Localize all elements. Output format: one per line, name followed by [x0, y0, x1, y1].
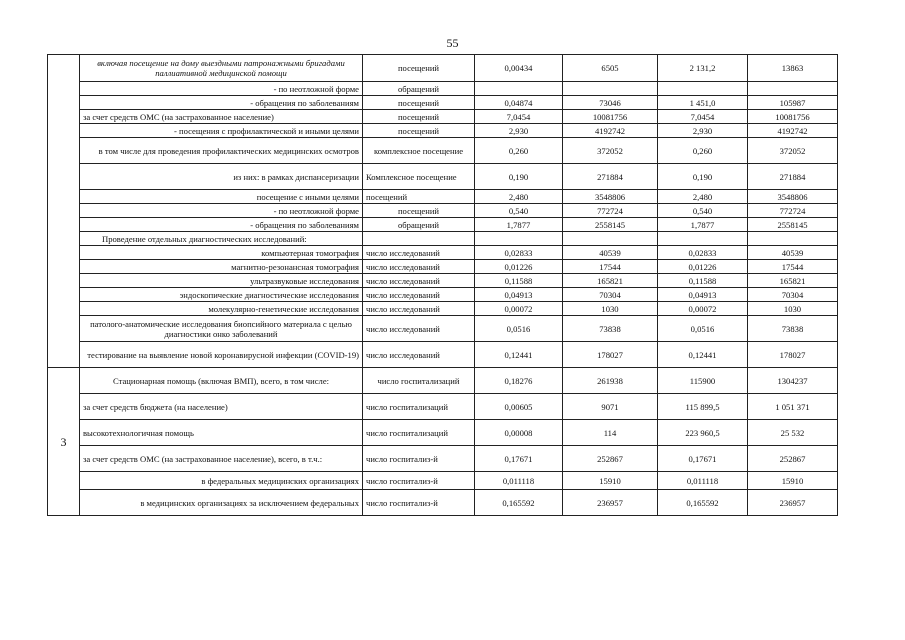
row-unit: число исследований [363, 260, 475, 274]
row-value-1: 0,18276 [475, 368, 563, 394]
row-value-4: 17544 [748, 260, 838, 274]
row-name: магнитно-резонансная томография [80, 260, 363, 274]
table-row [48, 204, 838, 218]
table-row [48, 55, 838, 82]
row-value-4 [748, 82, 838, 96]
row-value-2: 261938 [563, 368, 658, 394]
row-value-1: 0,04874 [475, 96, 563, 110]
row-name: - обращения по заболеваниям [80, 218, 363, 232]
row-value-2: 4192742 [563, 124, 658, 138]
row-value-4: 3548806 [748, 190, 838, 204]
row-name: включая посещение на дому выездными патронажными бригадами паллиативной медицинской помощи [80, 55, 363, 82]
row-value-4: 1030 [748, 302, 838, 316]
table-row [48, 190, 838, 204]
row-name: в федеральных медицинских организациях [80, 472, 363, 490]
page-number: 55 [446, 36, 459, 50]
row-value-3: 7,0454 [658, 110, 748, 124]
row-value-3 [658, 82, 748, 96]
row-value-1: 0,011118 [475, 472, 563, 490]
row-value-1: 0,0516 [475, 316, 563, 342]
row-unit: число госпитализ-й [363, 446, 475, 472]
row-name: за счет средств бюджета (на население) [80, 394, 363, 420]
row-unit: обращений [363, 218, 475, 232]
row-value-1: 0,17671 [475, 446, 563, 472]
row-unit: число исследований [363, 316, 475, 342]
table-row [48, 274, 838, 288]
row-value-3: 0,011118 [658, 472, 748, 490]
row-unit: комплексное посещение [363, 138, 475, 164]
row-unit: Комплексное посещение [363, 164, 475, 190]
row-value-1: 0,00072 [475, 302, 563, 316]
row-value-3: 2,480 [658, 190, 748, 204]
row-value-4: 236957 [748, 490, 838, 516]
row-value-2 [563, 82, 658, 96]
row-value-2: 3548806 [563, 190, 658, 204]
row-value-2: 1030 [563, 302, 658, 316]
row-value-3: 1,7877 [658, 218, 748, 232]
table-row [48, 218, 838, 232]
row-value-3: 0,0516 [658, 316, 748, 342]
row-name: в медицинских организациях за исключением федеральных [80, 490, 363, 516]
row-value-3: 0,540 [658, 204, 748, 218]
table-row [48, 342, 838, 368]
row-value-3: 0,11588 [658, 274, 748, 288]
row-name: в том числе для проведения профилактических медицинских осмотров [80, 138, 363, 164]
row-value-3: 0,190 [658, 164, 748, 190]
row-value-1: 0,04913 [475, 288, 563, 302]
row-value-4: 105987 [748, 96, 838, 110]
row-value-1: 7,0454 [475, 110, 563, 124]
row-value-2: 236957 [563, 490, 658, 516]
table-row [48, 82, 838, 96]
row-value-3: 115900 [658, 368, 748, 394]
row-unit: обращений [363, 82, 475, 96]
row-value-4: 40539 [748, 246, 838, 260]
row-value-4: 165821 [748, 274, 838, 288]
row-value-3: 115 899,5 [658, 394, 748, 420]
row-unit: посещений [363, 204, 475, 218]
row-value-1: 1,7877 [475, 218, 563, 232]
row-unit: число госпитализ-й [363, 472, 475, 490]
row-value-4: 372052 [748, 138, 838, 164]
row-value-3: 0,17671 [658, 446, 748, 472]
row-value-4: 178027 [748, 342, 838, 368]
table-row [48, 472, 838, 490]
row-value-2: 9071 [563, 394, 658, 420]
row-unit: число исследований [363, 302, 475, 316]
table-row [48, 288, 838, 302]
row-name: из них: в рамках диспансеризации [80, 164, 363, 190]
row-value-4: 73838 [748, 316, 838, 342]
row-value-3: 1 451,0 [658, 96, 748, 110]
row-value-3: 0,165592 [658, 490, 748, 516]
row-value-2: 178027 [563, 342, 658, 368]
row-name: за счет средств ОМС (на застрахованное население), всего, в т.ч.: [80, 446, 363, 472]
row-value-2: 6505 [563, 55, 658, 82]
table-row [48, 420, 838, 446]
row-value-2: 73838 [563, 316, 658, 342]
table-row [48, 110, 838, 124]
row-value-2: 252867 [563, 446, 658, 472]
row-unit: число госпитализаций [363, 420, 475, 446]
table-row [48, 164, 838, 190]
row-unit: посещений [363, 190, 475, 204]
row-value-2: 70304 [563, 288, 658, 302]
row-unit: посещений [363, 110, 475, 124]
row-value-1: 0,190 [475, 164, 563, 190]
row-value-2: 165821 [563, 274, 658, 288]
row-name: Стационарная помощь (включая ВМП), всего, в том числе: [80, 368, 363, 394]
row-name: за счет средств ОМС (на застрахованное население) [80, 110, 363, 124]
table-row [48, 316, 838, 342]
row-value-3: 0,12441 [658, 342, 748, 368]
row-name: тестирование на выявление новой коронавирусной инфекции (COVID-19) [80, 342, 363, 368]
table-row [48, 490, 838, 516]
row-value-2: 73046 [563, 96, 658, 110]
row-unit: число исследований [363, 342, 475, 368]
row-unit: число госпитализ-й [363, 490, 475, 516]
row-unit: число госпитализаций [363, 394, 475, 420]
row-name: - посещения с профилактической и иными целями [80, 124, 363, 138]
row-value-3: 223 960,5 [658, 420, 748, 446]
row-value-1: 0,260 [475, 138, 563, 164]
row-name: патолого-анатомические исследования биопсийного материала с целью диагностики онко заболеваний [80, 316, 363, 342]
row-value-4: 2558145 [748, 218, 838, 232]
row-unit [363, 232, 475, 246]
section-number: 3 [48, 368, 80, 516]
row-value-2: 372052 [563, 138, 658, 164]
row-value-2: 17544 [563, 260, 658, 274]
row-value-4: 4192742 [748, 124, 838, 138]
row-value-1: 0,00434 [475, 55, 563, 82]
table-row [48, 260, 838, 274]
row-value-1 [475, 232, 563, 246]
row-value-2 [563, 232, 658, 246]
row-value-4: 25 532 [748, 420, 838, 446]
row-value-2: 271884 [563, 164, 658, 190]
row-value-4: 271884 [748, 164, 838, 190]
row-name: - обращения по заболеваниям [80, 96, 363, 110]
table-row [48, 232, 838, 246]
table-row [48, 302, 838, 316]
row-name: молекулярно-генетические исследования [80, 302, 363, 316]
row-value-1: 0,540 [475, 204, 563, 218]
table-row [48, 124, 838, 138]
row-value-4: 1 051 371 [748, 394, 838, 420]
row-value-4: 10081756 [748, 110, 838, 124]
row-unit: посещений [363, 124, 475, 138]
row-value-1: 0,11588 [475, 274, 563, 288]
row-value-1: 2,480 [475, 190, 563, 204]
row-name: эндоскопические диагностические исследования [80, 288, 363, 302]
row-name: высокотехнологичная помощь [80, 420, 363, 446]
row-value-3 [658, 232, 748, 246]
row-value-3: 0,00072 [658, 302, 748, 316]
row-value-1: 0,165592 [475, 490, 563, 516]
row-unit: число исследований [363, 246, 475, 260]
row-value-1 [475, 82, 563, 96]
row-value-2: 10081756 [563, 110, 658, 124]
table-row [48, 368, 838, 394]
row-value-1: 0,02833 [475, 246, 563, 260]
row-value-4: 13863 [748, 55, 838, 82]
row-value-3: 2,930 [658, 124, 748, 138]
row-value-4: 252867 [748, 446, 838, 472]
row-name: - по неотложной форме [80, 204, 363, 218]
row-name: Проведение отдельных диагностических исследований: [80, 232, 363, 246]
section-cell-empty [48, 55, 80, 368]
row-value-1: 0,00008 [475, 420, 563, 446]
table-row [48, 246, 838, 260]
row-value-2: 40539 [563, 246, 658, 260]
row-value-4: 15910 [748, 472, 838, 490]
row-unit: посещений [363, 55, 475, 82]
row-name: посещение с иными целями [80, 190, 363, 204]
row-name: ультразвуковые исследования [80, 274, 363, 288]
row-value-3: 2 131,2 [658, 55, 748, 82]
row-value-2: 2558145 [563, 218, 658, 232]
row-value-4: 70304 [748, 288, 838, 302]
services-volume-table [47, 54, 838, 516]
row-value-1: 0,12441 [475, 342, 563, 368]
row-value-2: 15910 [563, 472, 658, 490]
row-value-2: 114 [563, 420, 658, 446]
row-value-1: 2,930 [475, 124, 563, 138]
row-unit: число исследований [363, 274, 475, 288]
row-value-3: 0,01226 [658, 260, 748, 274]
row-value-2: 772724 [563, 204, 658, 218]
row-unit: число госпитализаций [363, 368, 475, 394]
row-value-3: 0,04913 [658, 288, 748, 302]
row-name: - по неотложной форме [80, 82, 363, 96]
row-name: компьютерная томография [80, 246, 363, 260]
row-value-1: 0,01226 [475, 260, 563, 274]
row-unit: число исследований [363, 288, 475, 302]
table-row [48, 138, 838, 164]
row-value-4 [748, 232, 838, 246]
table-row [48, 446, 838, 472]
row-value-3: 0,02833 [658, 246, 748, 260]
row-value-1: 0,00605 [475, 394, 563, 420]
row-value-4: 1304237 [748, 368, 838, 394]
row-value-4: 772724 [748, 204, 838, 218]
row-value-3: 0,260 [658, 138, 748, 164]
table-row [48, 394, 838, 420]
row-unit: посещений [363, 96, 475, 110]
table-row [48, 96, 838, 110]
